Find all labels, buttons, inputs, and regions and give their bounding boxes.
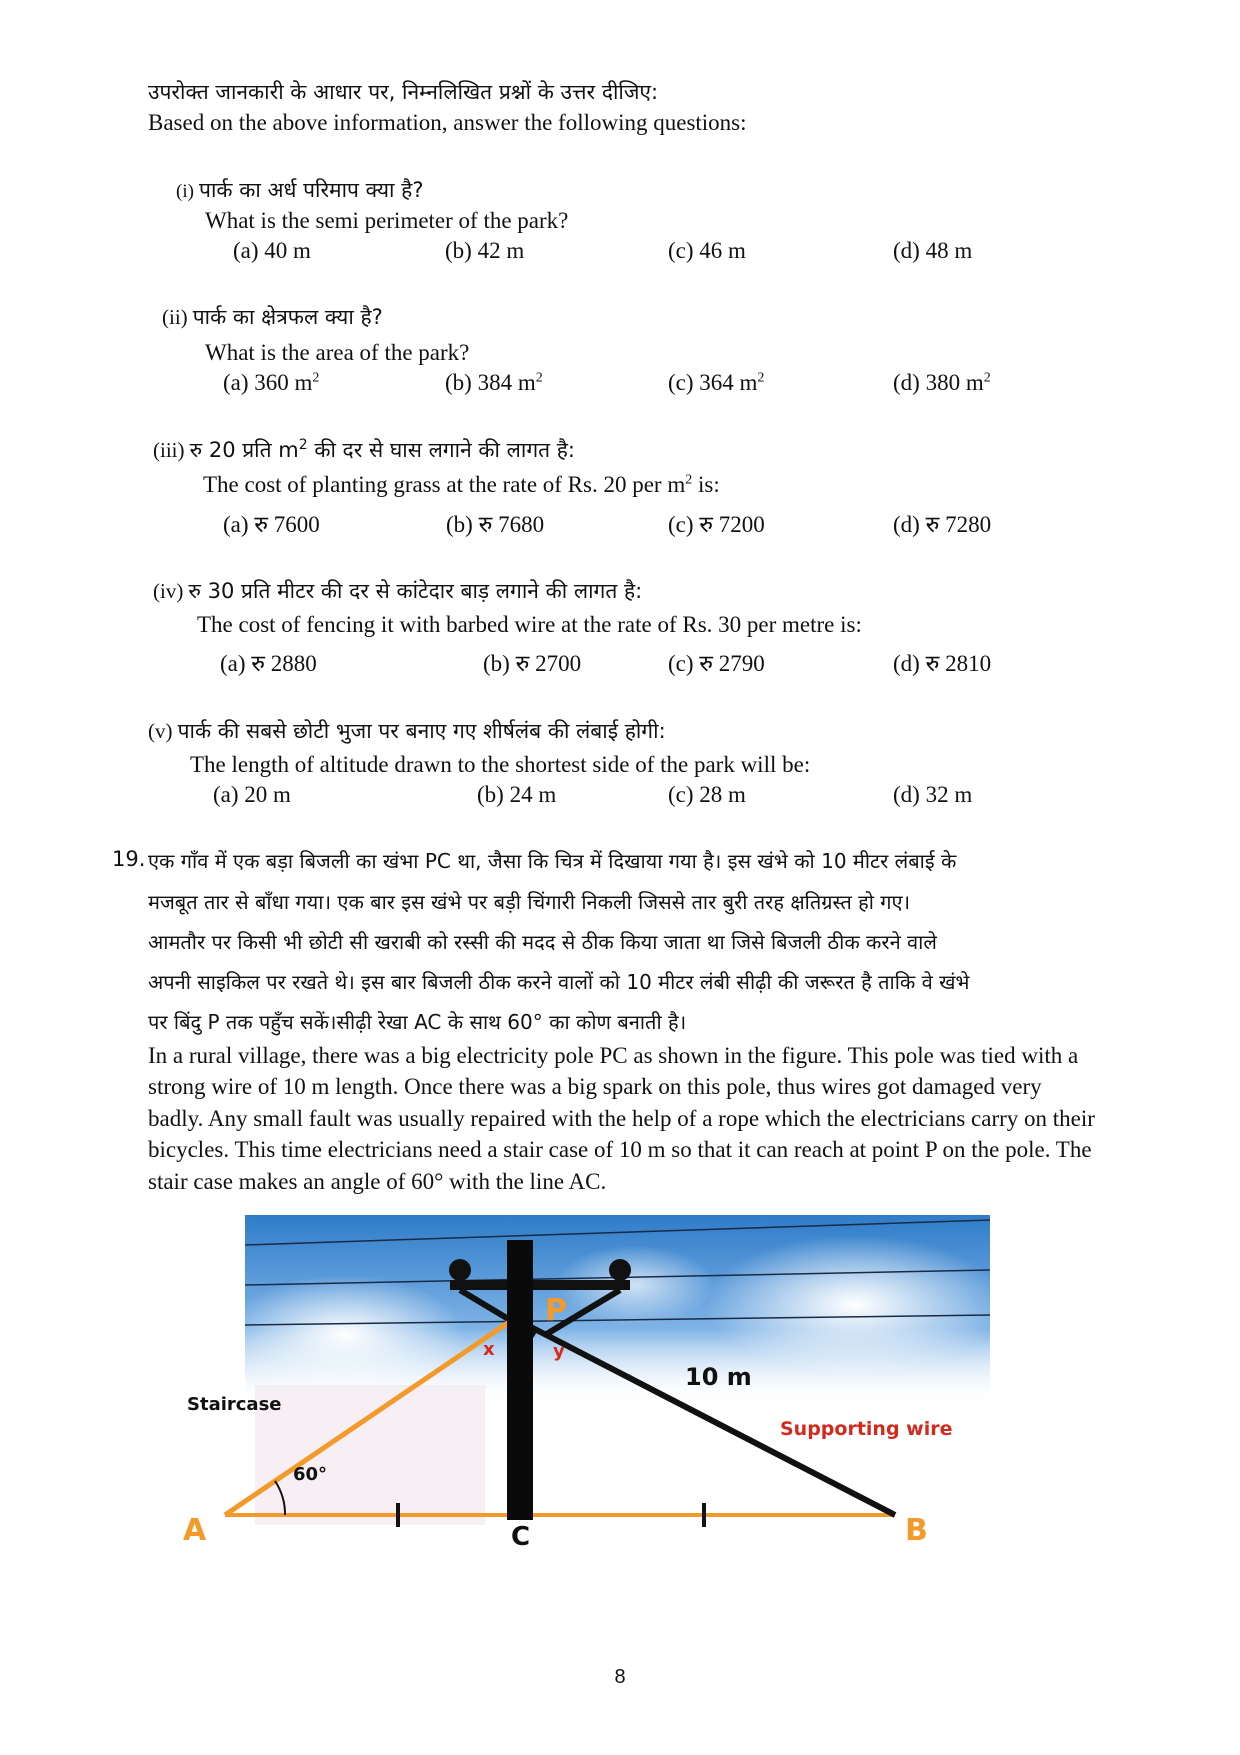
option-c[interactable]: (c) 46 m	[668, 238, 746, 263]
hindi-line: पर बिंदु P तक पहुँच सकें।सीढ़ी रेखा AC के साथ 60° का कोण बनाती है।	[148, 1010, 687, 1034]
option-b[interactable]: (b) रु 7680	[446, 512, 545, 537]
option-c[interactable]: (c) 364 $m^2$	[668, 370, 765, 395]
pole-figure	[183, 1215, 1195, 1575]
label-b: B	[905, 1513, 928, 1548]
option-c[interactable]: (c) रु 7200	[668, 512, 765, 537]
english-line: In a rural village, there was a big electricity pole PC as shown in the figure. This pole was tied with a	[148, 1043, 1079, 1068]
question-number: (i)	[176, 181, 194, 202]
option-a[interactable]: (a) रु 2880	[220, 651, 317, 676]
question-english: The cost of fencing it with barbed wire at the rate of Rs. 30 per metre is:	[197, 612, 862, 637]
question-english: What is the area of the park?	[205, 340, 470, 365]
option-b[interactable]: (b) रु 2700	[483, 651, 582, 676]
question-hindi: पार्क का क्षेत्रफल क्या है?	[192, 305, 383, 329]
option-d[interactable]: (d) 380 $m^2$	[893, 370, 991, 395]
option-c[interactable]: (c) 28 m	[668, 782, 746, 807]
question-number: (iv)	[153, 579, 184, 603]
question-hindi: रु 20 प्रति $m^2$ की दर से घास लगाने की लागत है:	[189, 437, 576, 462]
option-a[interactable]: (a) रु 7600	[223, 512, 320, 537]
hindi-line: आमतौर पर किसी भी छोटी सी खराबी को रस्सी की मदद से ठीक किया जाता था जिसे बिजली ठीक करने वाले	[148, 930, 937, 954]
hindi-line: अपनी साइकिल पर रखते थे। इस बार बिजली ठीक करने वालों को 10 मीटर लंबी सीढ़ी की जरूरत है ताकि वे खंभे	[148, 970, 970, 994]
question-number: 19.	[112, 847, 146, 871]
question-hindi: पार्क की सबसे छोटी भुजा पर बनाए गए शीर्षलंब की लंबाई होगी:	[177, 719, 666, 743]
cloud	[705, 1235, 1005, 1375]
page-number: 8	[614, 1666, 626, 1688]
label-wire-length: 10 m	[685, 1363, 752, 1391]
intro-english: Based on the above information, answer the following questions:	[148, 110, 747, 135]
question-english: What is the semi perimeter of the park?	[205, 208, 569, 233]
question-hindi: पार्क का अर्ध परिमाप क्या है?	[199, 178, 424, 202]
insulator	[609, 1259, 631, 1281]
question-english: The cost of planting grass at the rate of Rs. 20 per $m^2$ is:	[203, 472, 720, 497]
question-number: (v)	[148, 719, 173, 743]
hindi-line: मजबूत तार से बाँधा गया। एक बार इस खंभे पर बड़ी चिंगारी निकली जिससे तार बुरी तरह क्षतिग्रस्त हो गए।	[148, 890, 911, 914]
option-a[interactable]: (a) 20 m	[213, 782, 291, 807]
label-supporting-wire: Supporting wire	[780, 1418, 953, 1440]
option-b[interactable]: (b) 24 m	[477, 782, 557, 807]
option-c[interactable]: (c) रु 2790	[668, 651, 765, 676]
label-a: A	[183, 1513, 207, 1548]
label-x: x	[483, 1339, 495, 1360]
question-number: (iii)	[153, 438, 185, 462]
hindi-line: एक गाँव में एक बड़ा बिजली का खंभा PC था, जैसा कि चित्र में दिखाया गया है। इस खंभे को 10 मीटर लंबाई के	[148, 849, 957, 873]
english-line: strong wire of 10 m length. Once there was a big spark on this pole, thus wires got damaged very	[148, 1074, 1042, 1099]
label-c: C	[511, 1522, 531, 1552]
english-line: bicycles. This time electricians need a stair case of 10 m so that it can reach at point P on the pole. The	[148, 1137, 1092, 1162]
pole-crossarm	[450, 1280, 630, 1290]
insulator	[449, 1259, 471, 1281]
option-a[interactable]: (a) 360 $m^2$	[223, 370, 320, 395]
option-b[interactable]: (b) 42 m	[445, 238, 525, 263]
question-number: (ii)	[162, 305, 188, 329]
label-p: P	[545, 1293, 567, 1328]
faded-building	[255, 1385, 485, 1525]
option-a[interactable]: (a) 40 m	[233, 238, 311, 263]
option-d[interactable]: (d) रु 7280	[893, 512, 992, 537]
option-d[interactable]: (d) 48 m	[893, 238, 973, 263]
label-angle: 60°	[293, 1464, 328, 1485]
option-b[interactable]: (b) 384 $m^2$	[445, 370, 543, 395]
label-staircase: Staircase	[187, 1394, 282, 1415]
option-d[interactable]: (d) 32 m	[893, 782, 973, 807]
label-y: y	[553, 1341, 565, 1362]
question-hindi: रु 30 प्रति मीटर की दर से कांटेदार बाड़ लगाने की लागत है:	[188, 579, 643, 603]
pole	[507, 1240, 533, 1520]
option-d[interactable]: (d) रु 2810	[893, 651, 992, 676]
question-english: The length of altitude drawn to the shortest side of the park will be:	[190, 752, 811, 777]
intro-hindi: उपरोक्त जानकारी के आधार पर, निम्नलिखित प्रश्नों के उत्तर दीजिए:	[148, 80, 659, 104]
english-line: badly. Any small fault was usually repaired with the help of a rope which the electricians carry on their	[148, 1106, 1095, 1131]
english-line: stair case makes an angle of 60° with the line AC.	[148, 1169, 607, 1194]
